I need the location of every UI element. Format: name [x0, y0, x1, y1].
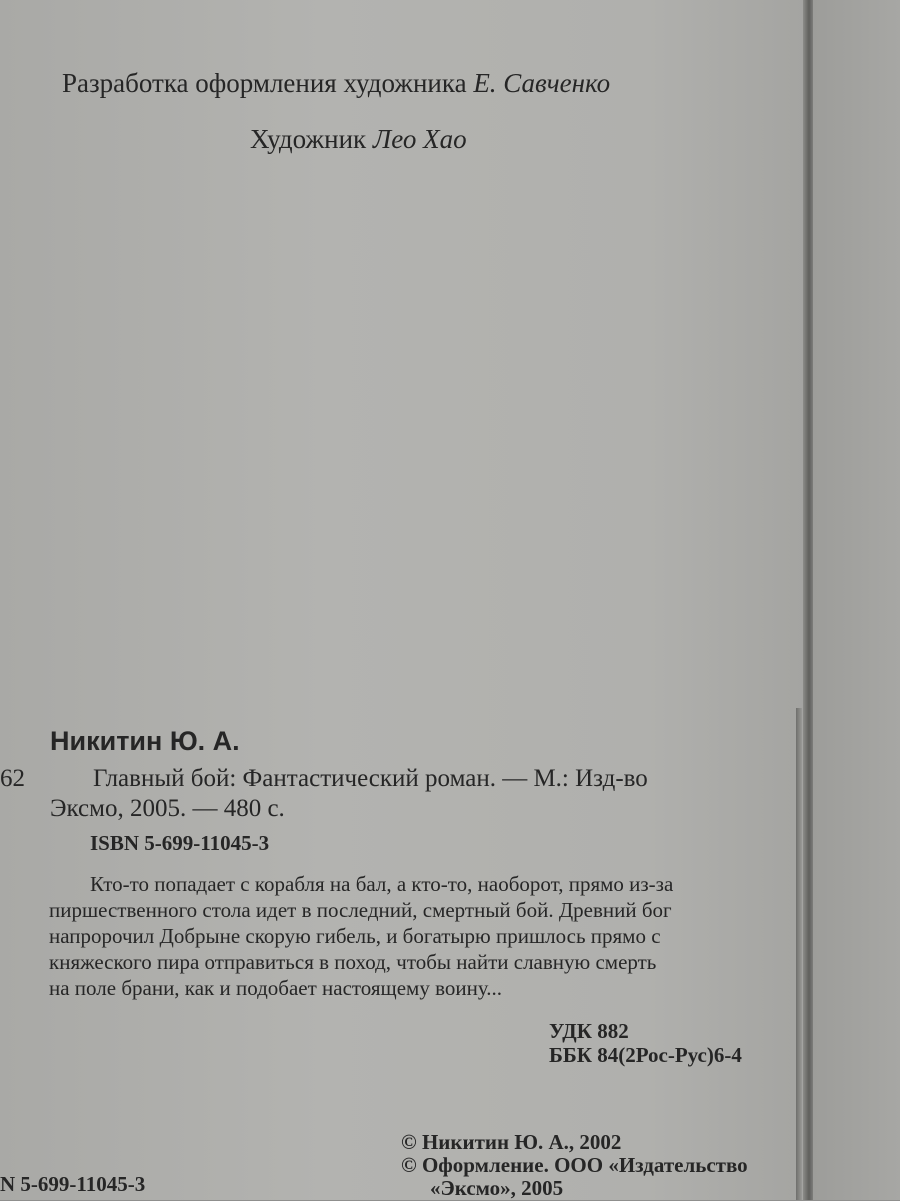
design-credit-name: Е. Савченко [473, 68, 611, 98]
classification-fragment: 62 [0, 765, 25, 792]
udk-code: УДК 882 [549, 1019, 629, 1043]
adjacent-page-edge [796, 708, 802, 1200]
abstract-line-5: на поле брани, как и подобает настоящему воину... [49, 976, 502, 1000]
abstract-line-3: напророчил Добрыне скорую гибель, и богатырю пришлось прямо с [49, 924, 661, 948]
catalog-title-line-2: Эксмо, 2005. — 480 с. [50, 795, 285, 822]
catalog-isbn: ISBN 5-699-11045-3 [90, 831, 270, 855]
design-credit-prefix: Разработка оформления художника [62, 68, 467, 98]
adjacent-page [813, 0, 900, 1200]
copyright-publisher: «Эксмо», 2005 [430, 1176, 564, 1200]
artist-credit-name: Лео Хао [372, 124, 467, 154]
artist-credit-prefix: Художник [250, 124, 367, 154]
catalog-title-line-1: Главный бой: Фантастический роман. — М.: Изд-во [93, 765, 648, 792]
bbk-code: ББК 84(2Рос-Рус)6-4 [549, 1043, 742, 1067]
abstract-line-1: Кто-то попадает с корабля на бал, а кто-то, наоборот, прямо из-за [90, 872, 674, 896]
abstract-line-4: княжеского пира отправиться в поход, чтобы найти славную смерть [49, 950, 657, 974]
isbn-fragment: N 5-699-11045-3 [0, 1172, 146, 1196]
copyright-author: © Никитин Ю. А., 2002 [401, 1130, 622, 1154]
design-credit [62, 68, 610, 99]
page-edge [803, 0, 813, 1200]
copyright-design: © Оформление. ООО «Издательство [401, 1153, 748, 1177]
artist-credit [250, 124, 467, 155]
catalog-author: Никитин Ю. А. [50, 726, 240, 756]
abstract-line-2: пиршественного стола идет в последний, смертный бой. Древний бог [49, 898, 672, 922]
